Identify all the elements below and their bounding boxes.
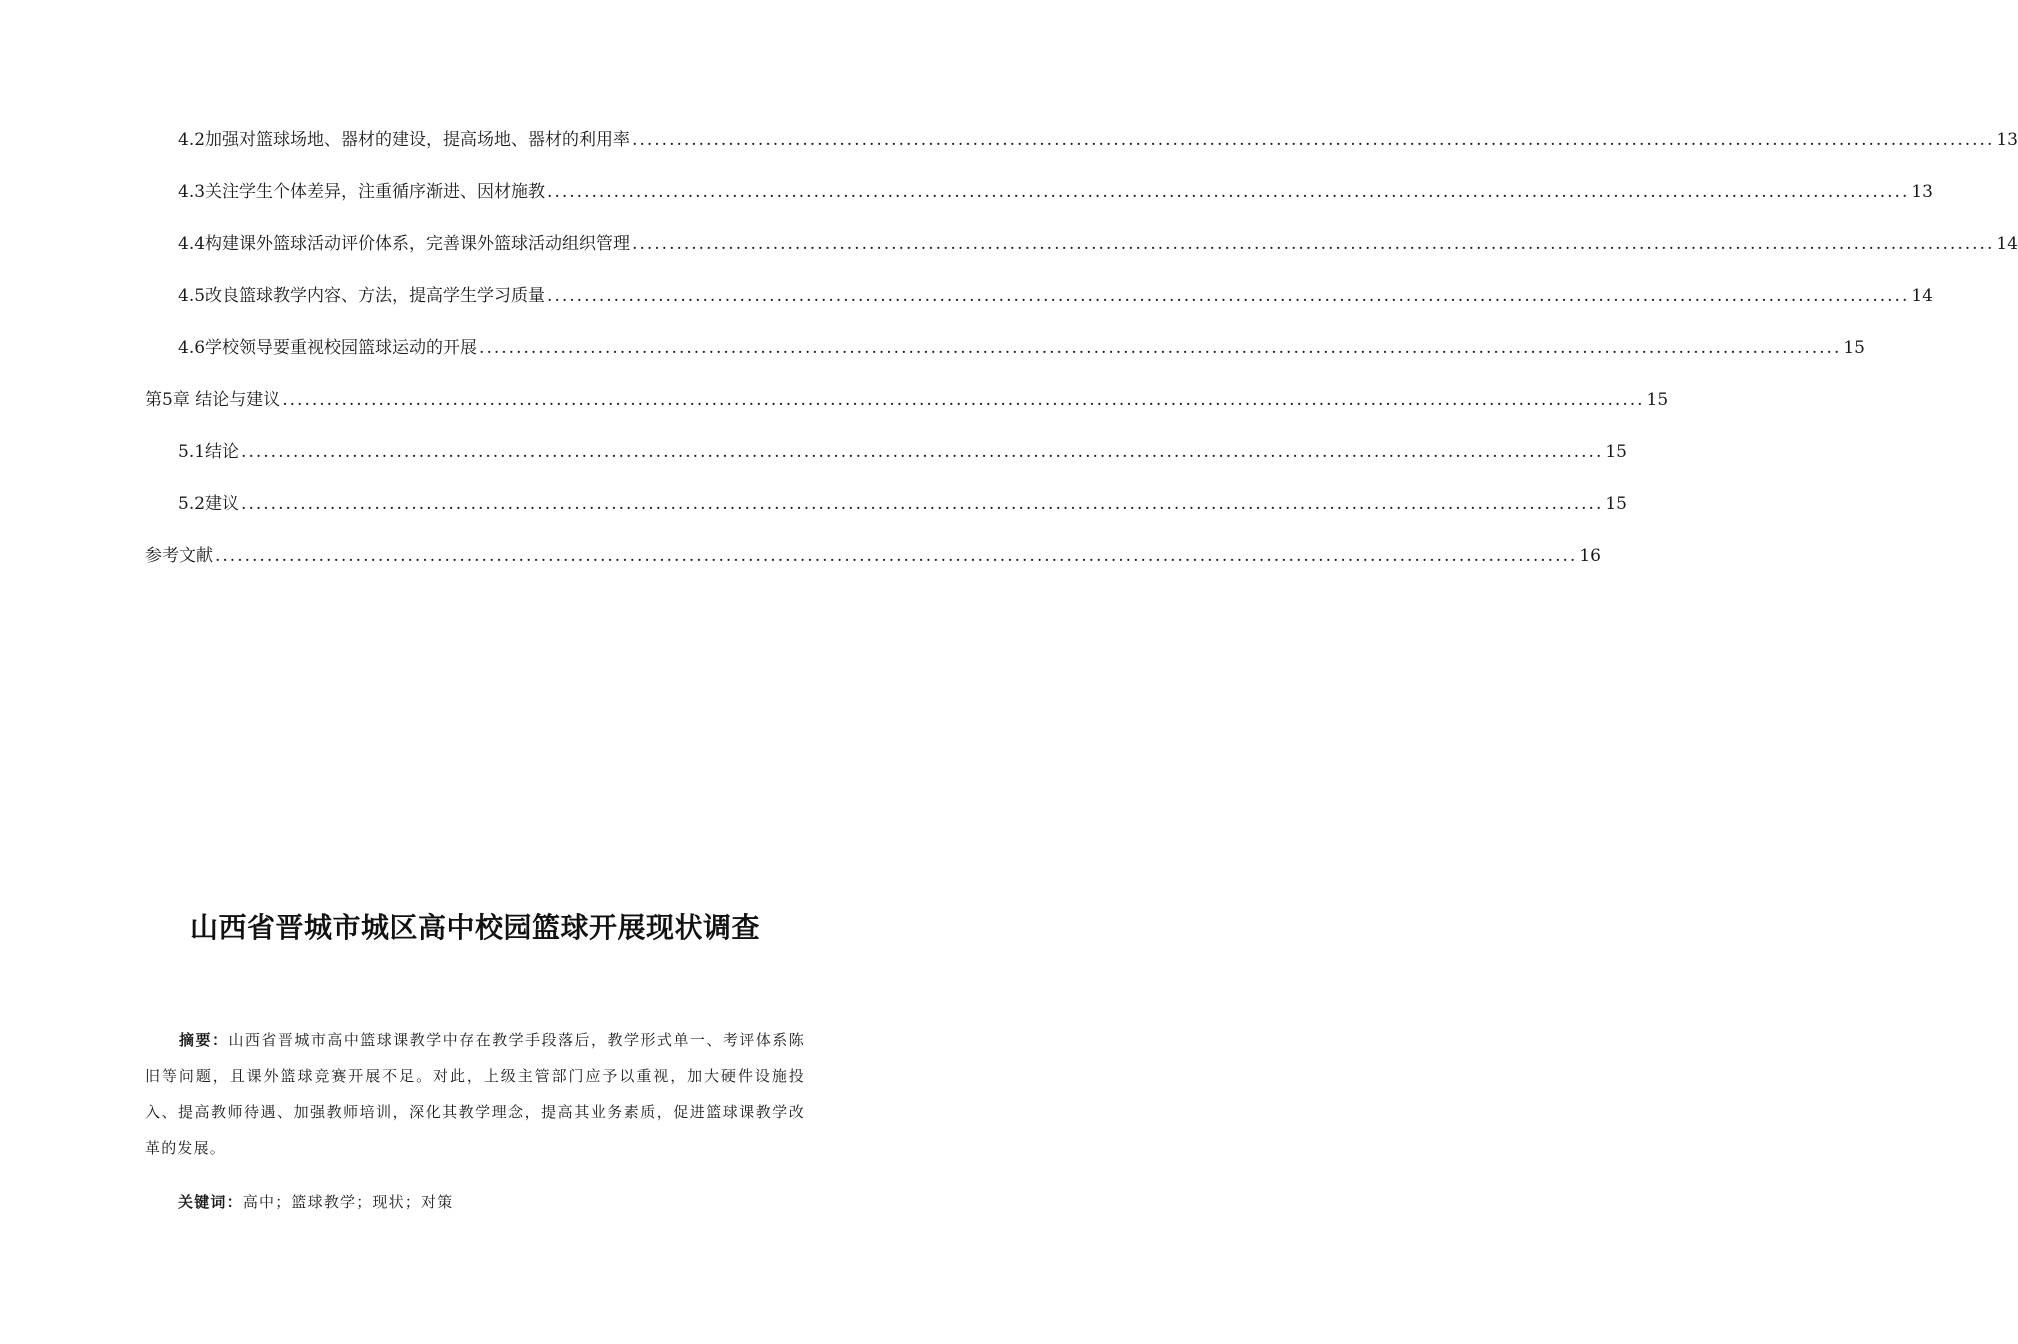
toc-leader-dots: ........................................................................................................................................................................................ [479, 338, 1842, 358]
toc-leader-dots: ........................................................................................................................................................................................ [632, 234, 1995, 254]
toc-entry-label: 第5章 结论与建议 [145, 390, 281, 410]
toc-entry-label: 4.2加强对篮球场地、器材的建设，提高场地、器材的利用率 [178, 130, 631, 150]
toc-entry-4-3[interactable] [178, 174, 1933, 204]
abstract-text: 山西省晋城市高中篮球课教学中存在教学手段落后，教学形式单一、考评体系陈旧等问题，且课外篮球竞赛开展不足。对此，上级主管部门应予以重视，加大硬件设施投入、提高教师待遇、加强教师培训，深化其教学理念，提高其业务素质，促进篮球课教学改革的发展。 [145, 1031, 805, 1157]
keywords-line [178, 1184, 453, 1220]
toc-leader-dots: ........................................................................................................................................................................................ [547, 182, 1910, 202]
toc-entry-5-1[interactable] [178, 434, 1627, 464]
toc-leader-dots: ........................................................................................................................................................................................ [241, 442, 1604, 462]
toc-entry-page: 13 [1911, 182, 1933, 202]
toc-leader-dots: ........................................................................................................................................................................................ [282, 390, 1645, 410]
toc-entry-label: 4.4构建课外篮球活动评价体系，完善课外篮球活动组织管理 [178, 234, 631, 254]
toc-entry-label: 5.2建议 [178, 494, 240, 514]
abstract-label: 摘要： [179, 1031, 229, 1049]
toc-entry-page: 15 [1605, 442, 1627, 462]
keywords-label: 关键词： [178, 1193, 243, 1211]
toc-entry-label: 4.3关注学生个体差异，注重循序渐进、因材施教 [178, 182, 546, 202]
toc-leader-dots: ........................................................................................................................................................................................ [632, 130, 1995, 150]
toc-entry-page: 14 [1911, 286, 1933, 306]
abstract-paragraph [145, 1022, 805, 1166]
toc-entry-page: 15 [1605, 494, 1627, 514]
toc-entry-label: 参考文献 [145, 546, 213, 566]
toc-entry-5-2[interactable] [178, 486, 1627, 516]
toc-leader-dots: ........................................................................................................................................................................................ [547, 286, 1910, 306]
toc-entry-references[interactable] [145, 538, 1601, 568]
toc-entry-page: 15 [1646, 390, 1669, 410]
toc-entry-4-4[interactable] [178, 226, 2018, 256]
toc-entry-chapter-5[interactable] [145, 382, 1669, 412]
toc-entry-page: 15 [1843, 338, 1865, 358]
keywords-text: 高中；篮球教学；现状；对策 [242, 1193, 454, 1211]
toc-entry-label: 4.5改良篮球教学内容、方法，提高学生学习质量 [178, 286, 546, 306]
toc-entry-page: 16 [1579, 546, 1601, 566]
toc-entry-4-5[interactable] [178, 278, 1933, 308]
toc-entry-page: 14 [1996, 234, 2018, 254]
toc-entry-label: 5.1结论 [178, 442, 240, 462]
toc-entry-4-6[interactable] [178, 330, 1865, 360]
toc-entry-page: 13 [1996, 130, 2018, 150]
toc-leader-dots: ........................................................................................................................................................................................ [215, 546, 1578, 566]
toc-entry-label: 4.6学校领导要重视校园篮球运动的开展 [178, 338, 478, 358]
toc-leader-dots: ........................................................................................................................................................................................ [241, 494, 1604, 514]
paper-title: 山西省晋城市城区高中校园篮球开展现状调查 [189, 911, 760, 944]
toc-entry-4-2[interactable] [178, 122, 2018, 152]
